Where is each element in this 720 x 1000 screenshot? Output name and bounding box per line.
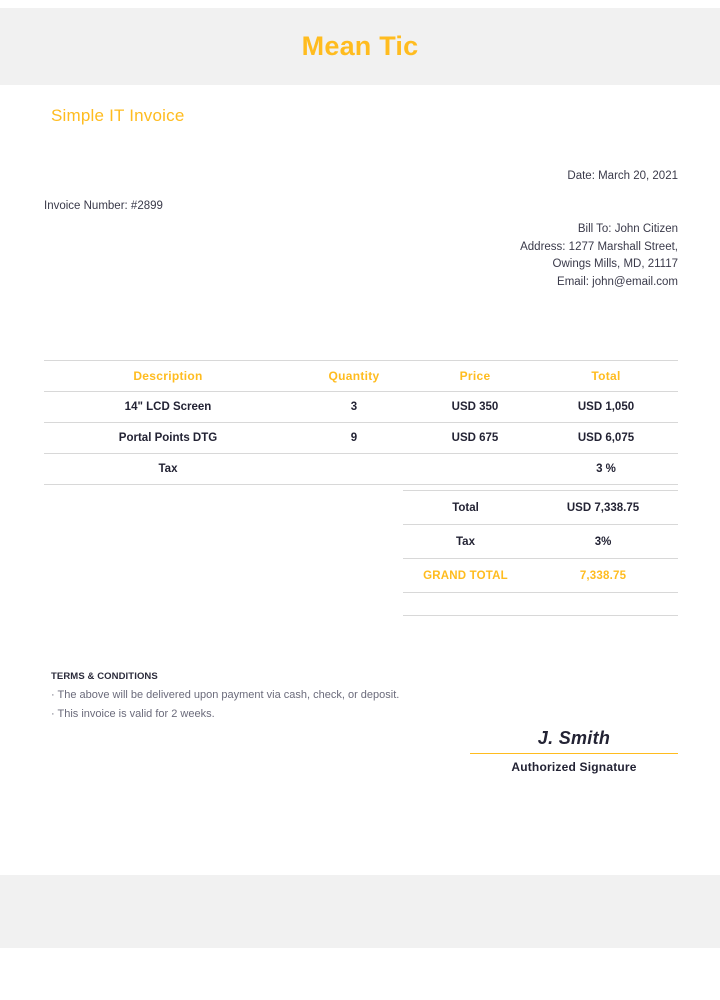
terms-line: · This invoice is valid for 2 weeks.: [51, 708, 215, 720]
bill-to-address-line2: Owings Mills, MD, 21117: [552, 258, 678, 270]
summary-value-tax: 3%: [594, 535, 612, 548]
cell-quantity: 9: [350, 432, 358, 444]
bill-to-address-line1: Address: 1277 Marshall Street,: [520, 240, 678, 253]
invoice-date: Date: March 20, 2021: [567, 170, 678, 182]
invoice-meta: [44, 168, 678, 214]
table-row: [44, 392, 678, 423]
terms-and-conditions: [51, 671, 551, 724]
signature-label: Authorized Signature: [511, 760, 637, 774]
signature-rule: [470, 753, 678, 754]
cell-total: USD 6,075: [577, 432, 635, 444]
summary-closing-rule: [403, 593, 678, 616]
summary-row-grand-total: [403, 559, 678, 593]
line-items-table: [44, 360, 678, 485]
brand-header-band: [0, 8, 720, 85]
table-row-tax: [44, 454, 678, 485]
cell-price: USD 675: [451, 432, 499, 444]
table-header-row: [44, 361, 678, 392]
cell-price: USD 350: [451, 401, 499, 413]
terms-title: TERMS & CONDITIONS: [51, 671, 158, 682]
summary-label-tax: Tax: [456, 535, 475, 548]
cell-quantity: [292, 454, 416, 485]
cell-description: Portal Points DTG: [118, 432, 218, 444]
cell-total: USD 1,050: [577, 401, 635, 413]
column-header-description: Description: [133, 369, 203, 383]
terms-line: · The above will be delivered upon payment via cash, check, or deposit.: [51, 689, 400, 701]
cell-quantity: 3: [350, 401, 358, 413]
summary-row-tax: [403, 525, 678, 559]
column-header-price: Price: [459, 369, 491, 383]
cell-total: 3 %: [596, 463, 616, 475]
invoice-number: Invoice Number: #2899: [44, 200, 163, 212]
summary-value-grand-total: 7,338.75: [579, 569, 627, 582]
cell-description: Tax: [158, 463, 178, 475]
signature-name: J. Smith: [537, 728, 611, 748]
brand-title: Mean Tic: [301, 31, 419, 61]
column-header-total: Total: [591, 369, 621, 383]
cell-price: [416, 454, 534, 485]
table-row: [44, 423, 678, 454]
cell-description: 14" LCD Screen: [124, 401, 212, 413]
bill-to-name: Bill To: John Citizen: [577, 223, 678, 235]
bill-to-block: [44, 221, 678, 291]
column-header-quantity: Quantity: [328, 369, 380, 383]
bill-to-email: Email: john@email.com: [557, 275, 678, 288]
summary-spacer-left: [403, 593, 528, 616]
summary-label-total: Total: [452, 501, 479, 514]
summary-table: [403, 490, 678, 616]
summary-value-total: USD 7,338.75: [566, 501, 640, 514]
page-title: Simple IT Invoice: [51, 106, 185, 125]
summary-spacer-right: [528, 593, 678, 616]
summary-label-grand-total: GRAND TOTAL: [423, 569, 508, 582]
footer-band: [0, 875, 720, 948]
summary-row-total: [403, 491, 678, 525]
signature-block: [470, 728, 678, 774]
